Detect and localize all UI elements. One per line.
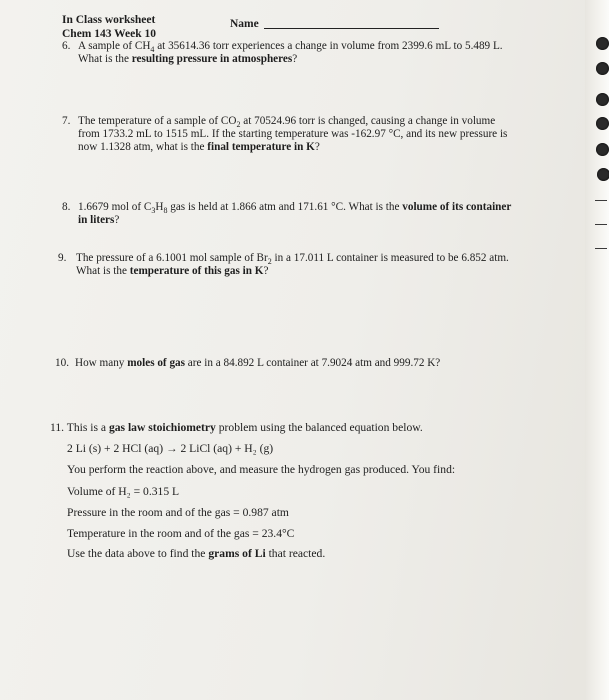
question-number: 7. <box>62 115 71 127</box>
question-number: 6. <box>62 40 71 52</box>
binder-hole <box>596 93 609 106</box>
question-text: A sample of $CH_4$ at 35614.36 torr experiences a change in volume from 2399.6 mL to 5.489 L. <box>78 40 503 55</box>
question-text: 1.6679 mol of $C_3H_8$ gas is held at 1.866 atm and 171.61 °C. What is the volume of its container <box>78 201 512 216</box>
question-text: The pressure of a 6.1001 mol sample of $Br_2$ in a 17.011 L container is measured to be 6.852 atm. <box>76 252 509 267</box>
question-text: from 1733.2 mL to 1515 mL. If the starting temperature was -162.97 °C, and its new pressure is <box>78 128 508 140</box>
course-label: Chem 143 Week 10 <box>62 28 157 40</box>
question-text: You perform the reaction above, and measure the hydrogen gas produced. You find: <box>67 463 456 476</box>
question-prompt: now 1.1328 atm, what is the final temperature in K? <box>78 141 320 153</box>
question-prompt: in liters? <box>78 214 120 226</box>
balanced-equation: 2 Li (s) + 2 HCl (aq) → 2 LiCl (aq) + H₂ (g) <box>67 442 274 455</box>
question-prompt: Use the data above to find the grams of Li that reacted. <box>67 547 326 560</box>
question-text: 11. This is a gas law stoichiometry problem using the balanced equation below. <box>50 421 423 434</box>
binder-hole <box>596 117 609 130</box>
given-pressure: Pressure in the room and of the gas = 0.987 atm <box>67 506 289 519</box>
binder-hole <box>596 37 609 50</box>
given-temperature: Temperature in the room and of the gas = 23.4°C <box>67 527 295 540</box>
name-field-line <box>264 28 439 29</box>
question-prompt: How many moles of gas are in a 84.892 L container at 7.9024 atm and 999.72 K? <box>75 357 441 369</box>
worksheet-title: In Class worksheet <box>62 14 156 26</box>
question-prompt: What is the temperature of this gas in K? <box>76 265 269 277</box>
question-prompt: What is the resulting pressure in atmospheres? <box>78 53 298 65</box>
binder-hole <box>597 168 609 181</box>
name-label: Name <box>230 18 259 30</box>
given-volume: Volume of H₂ = 0.315 L <box>67 485 180 498</box>
edge-tick <box>595 248 607 249</box>
question-number: 9. <box>58 252 67 264</box>
edge-tick <box>595 224 607 225</box>
edge-tick <box>595 200 607 201</box>
question-number: 8. <box>62 201 71 213</box>
question-text: The temperature of a sample of $CO_2$ at 70524.96 torr is changed, causing a change in volume <box>78 115 496 130</box>
binder-hole <box>596 143 609 156</box>
binder-hole <box>596 62 609 75</box>
question-number: 10. <box>55 357 69 369</box>
